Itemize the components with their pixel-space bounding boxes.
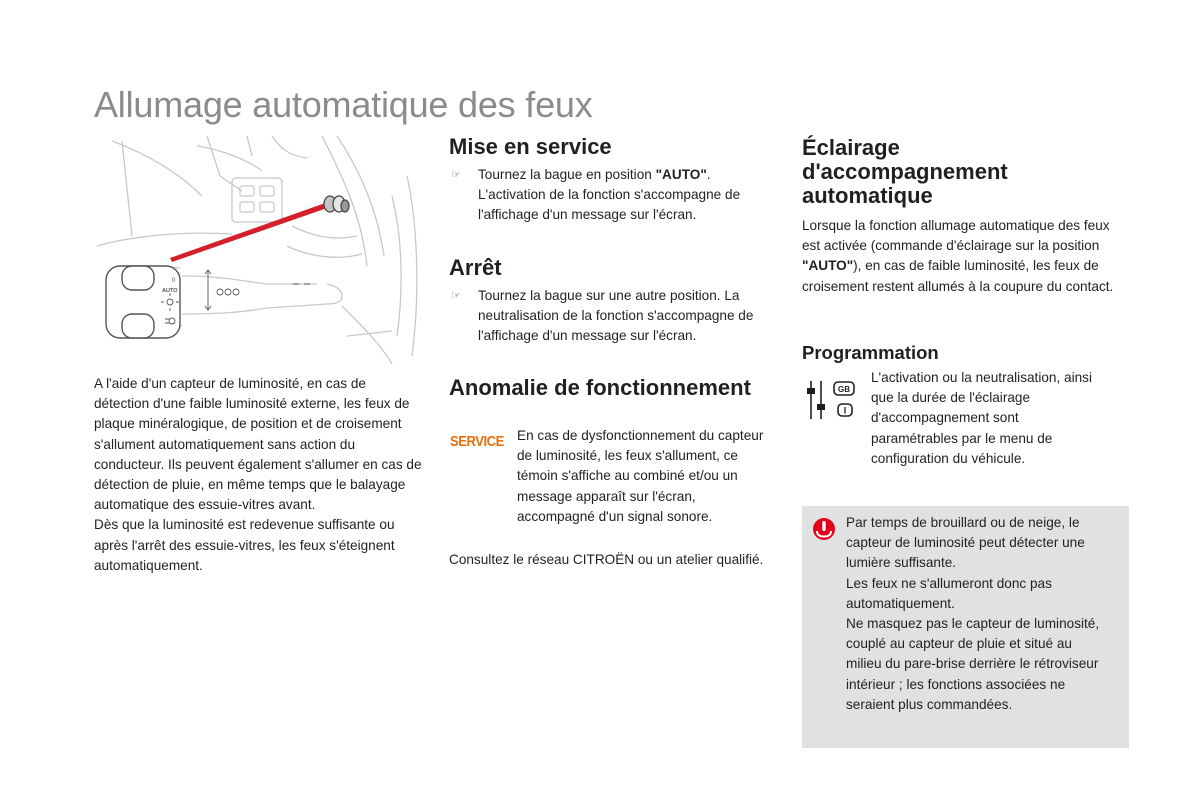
language-i-label: I <box>843 405 847 416</box>
anomalie-consult-text: Consultez le réseau CITROËN ou un atelier qualifié. <box>449 552 764 567</box>
mise-en-service-heading: Mise en service <box>449 134 612 159</box>
eclairage-text-pre: Lorsque la fonction allumage automatique des feux est activée (commande d'éclairage sur la position <box>802 218 1110 254</box>
lighting-stalk-illustration <box>92 136 422 364</box>
language-gb-label: GB <box>838 385 850 394</box>
arret-heading: Arrêt <box>449 255 502 280</box>
programmation-text: L'activation ou la neutralisation, ainsi que la durée de l'éclairage d'accompagnement sont paramétrables par le menu de configuration du véhicule. <box>871 370 1092 466</box>
warning-icon <box>812 517 836 541</box>
eclairage-text-post: ), en cas de faible luminosité, les feux de croisement restent allumés à la coupure du contact. <box>802 258 1114 294</box>
anomalie-text: En cas de dysfonctionnement du capteur de luminosité, les feux s'allument, ce témoin s'affiche au combiné et/ou un message apparaît sur l'écran, accompagné d'un signal sonore. <box>517 428 764 524</box>
anomalie-heading: Anomalie de fonctionnement <box>449 375 751 400</box>
mise-en-service-bullet <box>449 165 779 226</box>
warning-paragraph: Ne masquez pas le capteur de luminosité, couplé au capteur de pluie et situé au milieu du pare-brise derrière le rétroviseur intérieur ; les fonctions associées ne seraient plus commandées. <box>846 616 1100 712</box>
intro-paragraph: A l'aide d'un capteur de luminosité, en cas de détection d'une faible luminosité externe, les feux de plaque minéralogique, de position et de croisement s'allument automatiquement sans action du conducteur. Ils peuvent également s'allumer en cas de détection de pluie, en même temps que le balayage automatique des essuie-vitres avant. <box>94 376 422 513</box>
auto-label: "AUTO" <box>655 167 707 182</box>
ring-label-zero: 0 <box>172 278 176 284</box>
intro-text <box>94 374 424 576</box>
auto-label: "AUTO" <box>802 258 854 274</box>
programmation-heading: Programmation <box>802 342 939 363</box>
service-warning-badge: SERVICE <box>450 434 504 450</box>
bullet-arrow-icon: ☞ <box>451 290 461 302</box>
page-title: Allumage automatique des feux <box>94 84 593 125</box>
arret-bullet-text: Tournez la bague sur une autre position. La neutralisation de la fonction s'accompagne de l'affichage d'un message sur l'écran. <box>478 288 754 344</box>
settings-sliders-icon <box>804 378 858 422</box>
eclairage-text <box>802 216 1124 297</box>
warning-text <box>846 513 1106 715</box>
warning-paragraph: Les feux ne s'allumeront donc pas automatiquement. <box>846 575 1052 611</box>
bullet-text-post: . L'activation de la fonction s'accompagne de l'affichage d'un message sur l'écran. <box>478 167 741 223</box>
arret-bullet <box>449 286 779 347</box>
eclairage-heading: Éclairage d'accompagnement automatique <box>802 135 1008 208</box>
intro-paragraph: Dès que la luminosité est redevenue suffisante ou après l'arrêt des essuie-vitres, les feux s'éteignent automatiquement. <box>94 517 395 573</box>
bullet-text-pre: Tournez la bague en position <box>478 167 656 182</box>
ring-label-auto: AUTO <box>162 288 178 294</box>
bullet-arrow-icon: ☞ <box>451 169 461 181</box>
warning-paragraph: Par temps de brouillard ou de neige, le capteur de luminosité peut détecter une lumière suffisante. <box>846 515 1085 571</box>
